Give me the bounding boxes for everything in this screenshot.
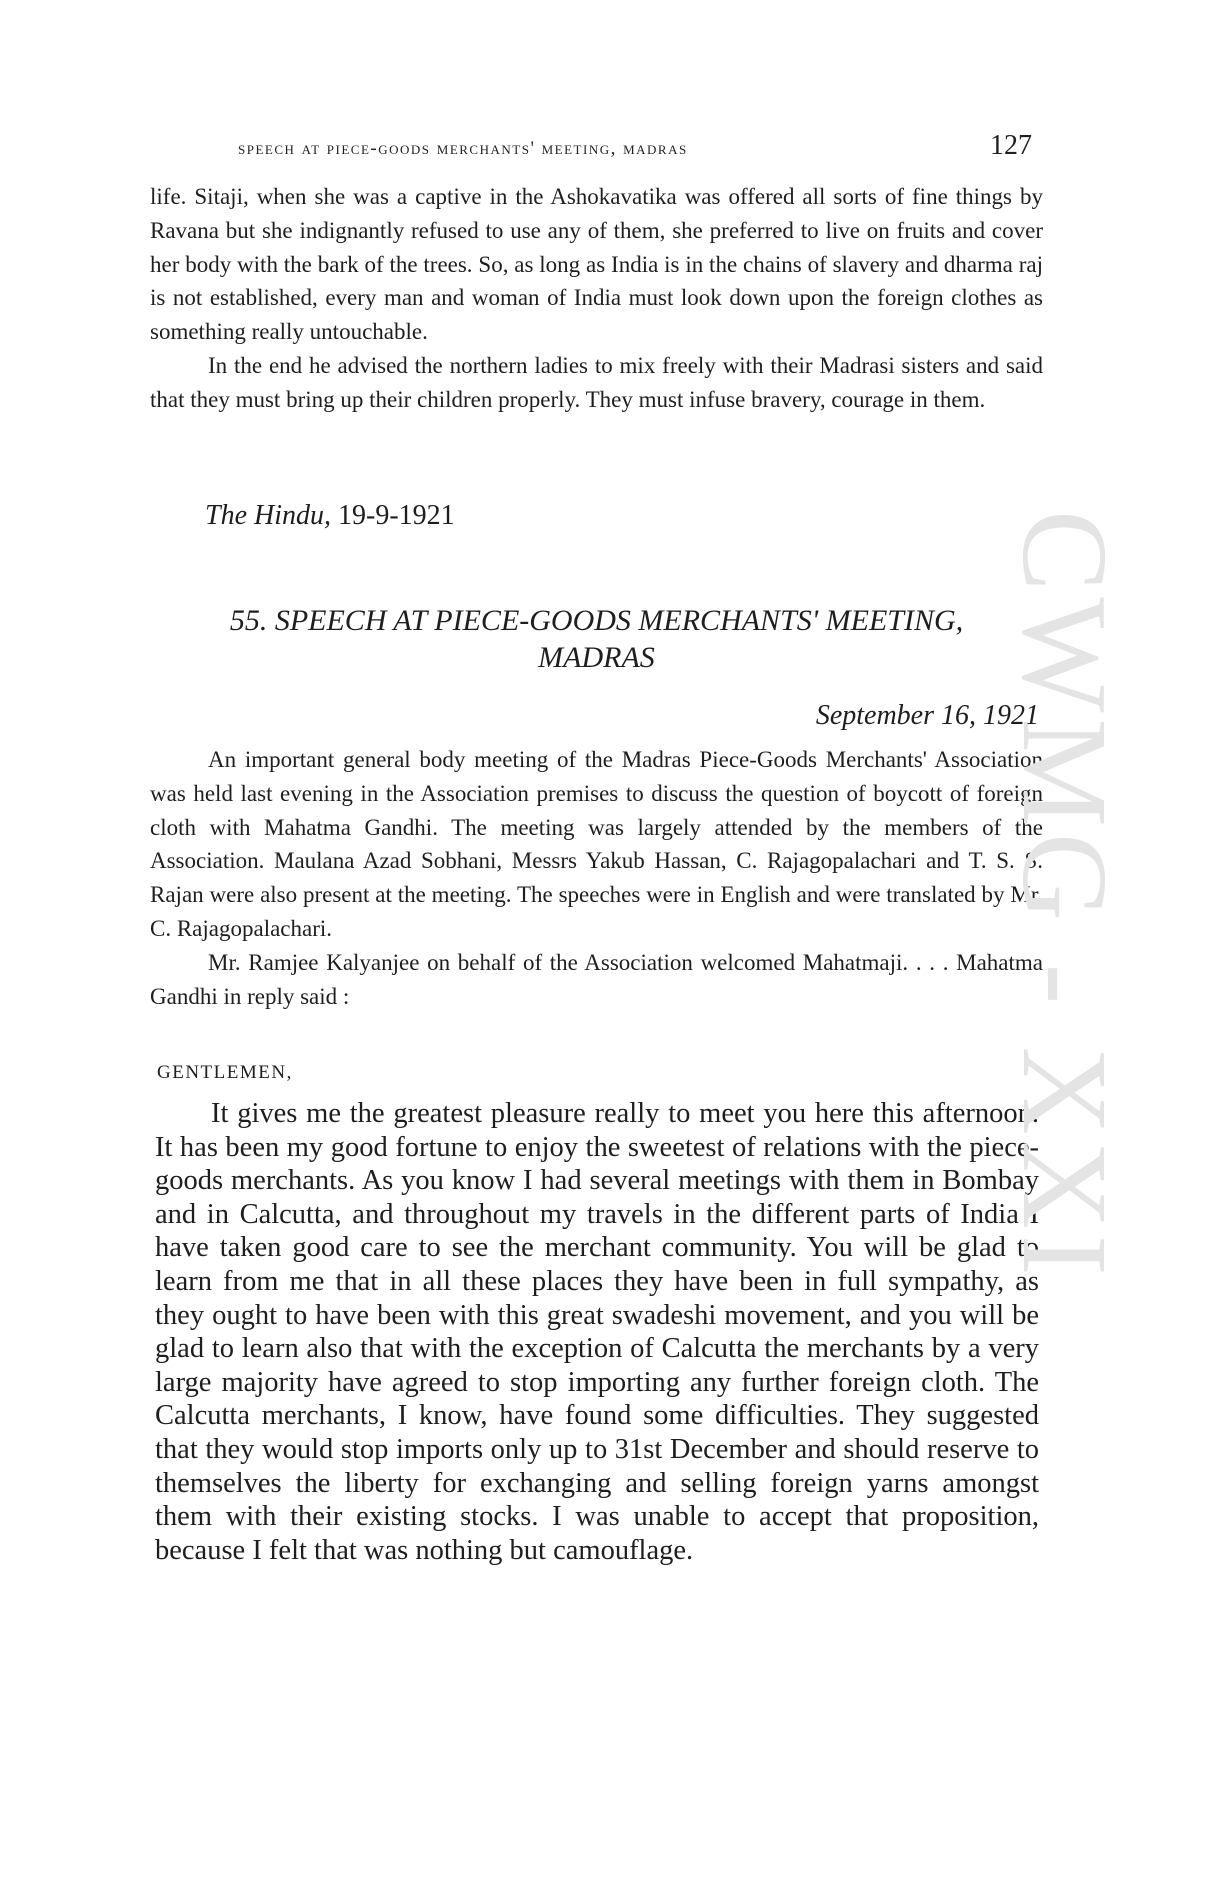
body-paragraph: life. Sitaji, when she was a captive in the Ashokavatika was offered all sorts of fine things by Ravana but she indignantly refused to use any of them, she preferred to live on fruits and cover her body with the bark of the trees. So, as long as India is in the chains of slavery and dharma raj is not established, every man and woman of India must look down upon the foreign clothes as something really untouchable. (150, 184, 1043, 345)
section-date: September 16, 1921 (815, 700, 1039, 731)
intro-text (150, 743, 1043, 1013)
page-number: 127 (990, 130, 1032, 161)
previous-section-text (150, 180, 1043, 417)
intro-paragraph: Mr. Ramjee Kalyanjee on behalf of the Association welcomed Mahatmaji. . . . Mahatma Gandhi in reply said : (150, 949, 1043, 1009)
speech-paragraph: It gives me the greatest pleasure really to meet you here this afternoon. It has been my good fortune to enjoy the sweetest of relations with the piece-goods merchants. As you know I had several meetings with them in Bombay and in Calcutta, and throughout my travels in the different parts of India I have taken good care to see the merchant community. You will be glad to learn from me that in all these places they have been in full sympathy, as they ought to have been with this great swadeshi movement, and you will be glad to learn also that with the exception of Calcutta the merchants by a very large majority have agreed to stop importing any further foreign cloth. The Calcutta merchants, I know, have found some difficulties. They suggested that they would stop imports only up to 31st December and should reserve to themselves the liberty for exchanging and selling foreign yarns amongst them with their existing stocks. I was unable to accept that proposition, because I felt that was nothing but camouflage. (155, 1098, 1039, 1566)
body-paragraph: In the end he advised the northern ladies to mix freely with their Madrasi sisters and said that they must bring up their children properly. They must infuse bravery, courage in them. (150, 352, 1043, 412)
page-header (150, 130, 1040, 170)
watermark: CWMG - XXI (997, 510, 1132, 1282)
speech-text (155, 1097, 1039, 1567)
section-title-line: MADRAS (538, 641, 655, 674)
source-date: 19-9-1921 (338, 500, 455, 531)
running-head: speech at piece-goods merchants' meeting, madras (238, 138, 688, 159)
source-publication: The Hindu, (205, 500, 331, 531)
intro-paragraph: An important general body meeting of the Madras Piece-Goods Merchants' Association was held last evening in the Association premises to discuss the question of boycott of foreign cloth with Mahatma Gandhi. The meeting was largely attended by the members of the Association. Maulana Azad Sobhani, Messrs Yakub Hassan, C. Rajagopalachari and T. S. S. Rajan were also present at the meeting. The speeches were in English and were translated by Mr. C. Rajagopalachari. (150, 747, 1043, 941)
salutation: GENTLEMEN, (157, 1062, 293, 1083)
section-title (150, 602, 1043, 676)
section-title-line: 55. SPEECH AT PIECE-GOODS MERCHANTS' MEETING, (229, 604, 964, 637)
source-citation (205, 500, 455, 532)
